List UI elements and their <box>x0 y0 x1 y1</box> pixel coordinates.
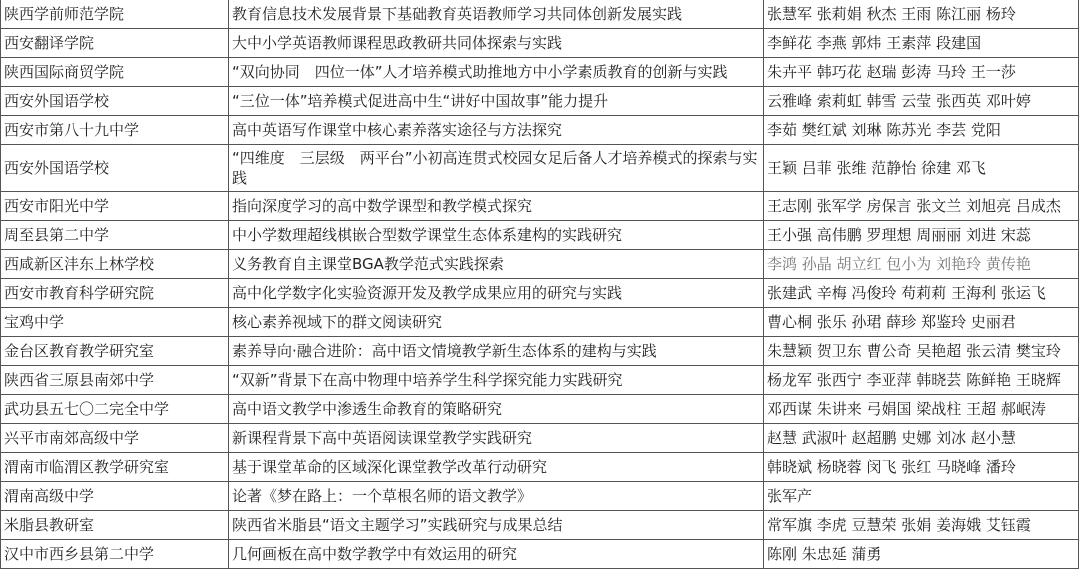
members-cell: 韩晓斌 杨晓蓉 闵飞 张红 马晓峰 潘玲 <box>764 453 1079 482</box>
project-cell: 素养导向·融合进阶：高中语文情境教学新生态体系的建构与实践 <box>229 337 764 366</box>
members-cell: 常军旗 李虎 豆慧荣 张娟 姜海娥 艾钰霞 <box>764 511 1079 540</box>
table-row <box>1 395 1079 424</box>
project-cell: 论著《梦在路上：一个草根名师的语文教学》 <box>229 482 764 511</box>
project-cell: 指向深度学习的高中数学课型和教学模式探究 <box>229 192 764 221</box>
project-cell: “三位一体”培养模式促进高中生“讲好中国故事”能力提升 <box>229 87 764 116</box>
unit-cell: 米脂县教研室 <box>1 511 229 540</box>
project-cell: 义务教育自主课堂BGA教学范式实践探索 <box>229 250 764 279</box>
members-cell: 陈刚 朱忠延 蒲勇 <box>764 540 1079 569</box>
members-cell: 张慧军 张莉娟 秋杰 王雨 陈江丽 杨玲 <box>764 0 1079 29</box>
unit-cell: 周至县第二中学 <box>1 221 229 250</box>
table-row <box>1 0 1079 29</box>
unit-cell: 西安外国语学校 <box>1 87 229 116</box>
project-cell: 新课程背景下高中英语阅读课堂教学实践研究 <box>229 424 764 453</box>
members-cell: 李鸿 孙晶 胡立红 包小为 刘艳玲 黄传艳 <box>764 250 1079 279</box>
project-cell: 核心素养视域下的群文阅读研究 <box>229 308 764 337</box>
table-row <box>1 250 1079 279</box>
members-cell: 李鲜花 李燕 郭炜 王素萍 段建国 <box>764 29 1079 58</box>
unit-cell: 西安市阳光中学 <box>1 192 229 221</box>
project-cell: 高中化学数字化实验资源开发及教学成果应用的研究与实践 <box>229 279 764 308</box>
members-cell: 张军产 <box>764 482 1079 511</box>
unit-cell: 西咸新区沣东上林学校 <box>1 250 229 279</box>
members-cell: 张建武 辛梅 冯俊玲 苟莉莉 王海利 张运飞 <box>764 279 1079 308</box>
members-cell: 邓西谋 朱讲来 弓娟国 梁战柱 王超 郝岷涛 <box>764 395 1079 424</box>
table-row <box>1 337 1079 366</box>
members-cell: 王小强 高伟鹏 罗理想 周丽丽 刘进 宋蕊 <box>764 221 1079 250</box>
unit-cell: 西安市教育科学研究院 <box>1 279 229 308</box>
unit-cell: 兴平市南郊高级中学 <box>1 424 229 453</box>
unit-cell: 西安市第八十九中学 <box>1 116 229 145</box>
table-row <box>1 87 1079 116</box>
project-cell: “四维度 三层级 两平台”小初高连贯式校园女足后备人才培养模式的探索与实践 <box>229 145 764 192</box>
members-cell: 朱慧颖 贺卫东 曹公奇 吴艳超 张云清 樊宝玲 <box>764 337 1079 366</box>
unit-cell: 西安外国语学校 <box>1 145 229 192</box>
unit-cell: 武功县五七〇二完全中学 <box>1 395 229 424</box>
table-row <box>1 58 1079 87</box>
members-cell: 杨龙军 张西宁 李亚萍 韩晓芸 陈鲜艳 王晓辉 <box>764 366 1079 395</box>
unit-cell: 渭南市临渭区教学研究室 <box>1 453 229 482</box>
unit-cell: 陕西学前师范学院 <box>1 0 229 29</box>
members-cell: 王志刚 张军学 房保言 张文兰 刘旭亮 吕成杰 <box>764 192 1079 221</box>
project-cell: 中小学数理超线棋嵌合型数学课堂生态体系建构的实践研究 <box>229 221 764 250</box>
unit-cell: 金台区教育教学研究室 <box>1 337 229 366</box>
unit-cell: 汉中市西乡县第二中学 <box>1 540 229 569</box>
project-cell: 大中小学英语教师课程思政教研共同体探索与实践 <box>229 29 764 58</box>
unit-cell: 陕西省三原县南郊中学 <box>1 366 229 395</box>
members-cell: 李茹 樊红斌 刘琳 陈苏光 李芸 党阳 <box>764 116 1079 145</box>
unit-cell: 渭南高级中学 <box>1 482 229 511</box>
project-cell: 教育信息技术发展背景下基础教育英语教师学习共同体创新发展实践 <box>229 0 764 29</box>
unit-cell: 陕西国际商贸学院 <box>1 58 229 87</box>
table-row <box>1 116 1079 145</box>
project-cell: 高中英语写作课堂中核心素养落实途径与方法探究 <box>229 116 764 145</box>
project-cell: 高中语文教学中渗透生命教育的策略研究 <box>229 395 764 424</box>
project-cell: 陕西省米脂县“语文主题学习”实践研究与成果总结 <box>229 511 764 540</box>
table-row <box>1 540 1079 569</box>
unit-cell: 宝鸡中学 <box>1 308 229 337</box>
table-row <box>1 482 1079 511</box>
project-cell: 基于课堂革命的区域深化课堂教学改革行动研究 <box>229 453 764 482</box>
table-row <box>1 308 1079 337</box>
project-cell: 几何画板在高中数学教学中有效运用的研究 <box>229 540 764 569</box>
members-cell: 王颖 吕菲 张维 范静怡 徐建 邓飞 <box>764 145 1079 192</box>
table-row <box>1 192 1079 221</box>
table-row <box>1 424 1079 453</box>
table-row <box>1 279 1079 308</box>
table-row <box>1 29 1079 58</box>
unit-cell: 西安翻译学院 <box>1 29 229 58</box>
members-cell: 曹心桐 张乐 孙珺 薛珍 郑鉴玲 史丽君 <box>764 308 1079 337</box>
table-row <box>1 453 1079 482</box>
members-cell: 赵慧 武淑叶 赵超鹏 史娜 刘冰 赵小慧 <box>764 424 1079 453</box>
members-cell: 云雅峰 索莉虹 韩雪 云莹 张西英 邓叶婷 <box>764 87 1079 116</box>
members-cell: 朱卉平 韩巧花 赵瑞 彭涛 马玲 王一莎 <box>764 58 1079 87</box>
table-row <box>1 145 1079 192</box>
project-cell: “双向协同 四位一体”人才培养模式助推地方中小学素质教育的创新与实践 <box>229 58 764 87</box>
table-row <box>1 511 1079 540</box>
table-row <box>1 366 1079 395</box>
table-row <box>1 221 1079 250</box>
project-cell: “双新”背景下在高中物理中培养学生科学探究能力实践研究 <box>229 366 764 395</box>
